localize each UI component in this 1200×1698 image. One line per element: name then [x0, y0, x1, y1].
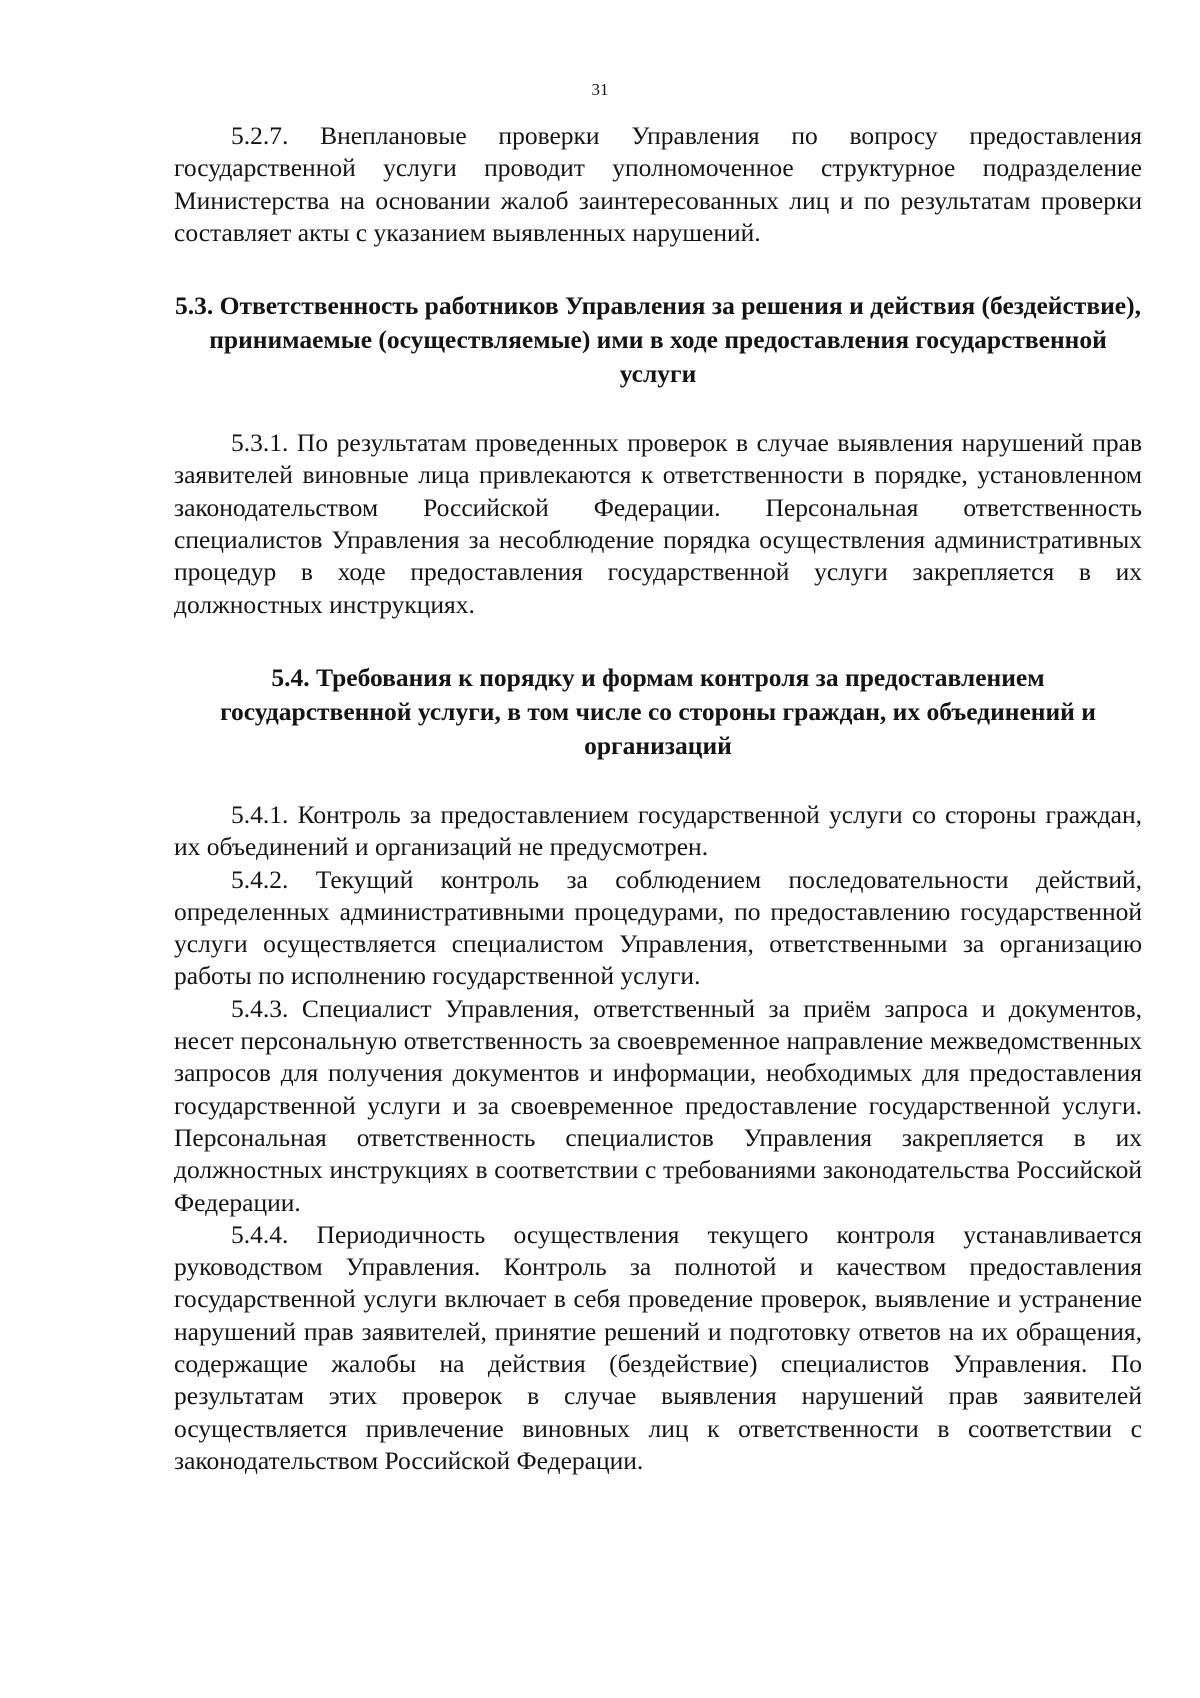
- paragraph-5-2-7: 5.2.7. Внеплановые проверки Управления по вопросу предоставления государственной услуги проводит уполномоченное структурное подразделение Министерства на основании жалоб заинтересованных лиц и по результатам проверки составляет акты с указанием выявленных нарушений.: [174, 121, 1142, 247]
- paragraph-5-4-3: 5.4.3. Специалист Управления, ответственный за приём запроса и документов, несет персональную ответственность за своевременное направление межведомственных запросов для получения документов и информации, необходимых для предоставления государственной услуги и за своевременное предоставление государственной услуги. Персональная ответственность специалистов Управления закрепляется в их должностных инструкциях в соответствии с требованиями законодательства Российской Федерации.: [174, 993, 1142, 1217]
- spacer: [174, 249, 1142, 289]
- document-body: [174, 120, 1142, 1477]
- section-heading-5-3: 5.3. Ответственность работников Управления за решения и действия (бездействие), принимаемые (осуществляемые) ими в ходе предоставления государственной услуги: [175, 291, 1141, 389]
- paragraph-5-3-1: 5.3.1. По результатам проведенных проверок в случае выявления нарушений прав заявителей виновные лица привлекаются к ответственности в порядке, установленном законодательством Российской Федерации. Персональная ответственность специалистов Управления за несоблюдение порядка осуществления административных процедур в ходе предоставления государственной услуги закрепляется в их должностных инструкциях.: [174, 428, 1142, 619]
- spacer: [174, 763, 1142, 799]
- spacer: [174, 391, 1142, 427]
- section-heading-5-4: 5.4. Требования к порядку и формам контроля за предоставлением государственной услуги, в том числе со стороны граждан, их объединений и организаций: [220, 662, 1096, 760]
- spacer: [174, 621, 1142, 661]
- paragraph-5-4-1: 5.4.1. Контроль за предоставлением государственной услуги со стороны граждан, их объединений и организаций не предусмотрен.: [174, 799, 1142, 862]
- paragraph-5-4-2: 5.4.2. Текущий контроль за соблюдением последовательности действий, определенных административными процедурами, по предоставлению государственной услуги осуществляется специалистом Управления, ответственными за организацию работы по исполнению государственной услуги.: [174, 864, 1142, 991]
- page-number: 31: [591, 80, 609, 99]
- paragraph-5-4-4: 5.4.4. Периодичность осуществления текущего контроля устанавливается руководством Управления. Контроль за полнотой и качеством предоставления государственной услуги включает в себя проведение проверок, выявление и устранение нарушений прав заявителей, принятие решений и подготовку ответов на их обращения, содержащие жалобы на действия (бездействие) специалистов Управления. По результатам этих проверок в случае выявления нарушений прав заявителей осуществляется привлечение виновных лиц к ответственности в соответствии с законодательством Российской Федерации.: [174, 1219, 1142, 1475]
